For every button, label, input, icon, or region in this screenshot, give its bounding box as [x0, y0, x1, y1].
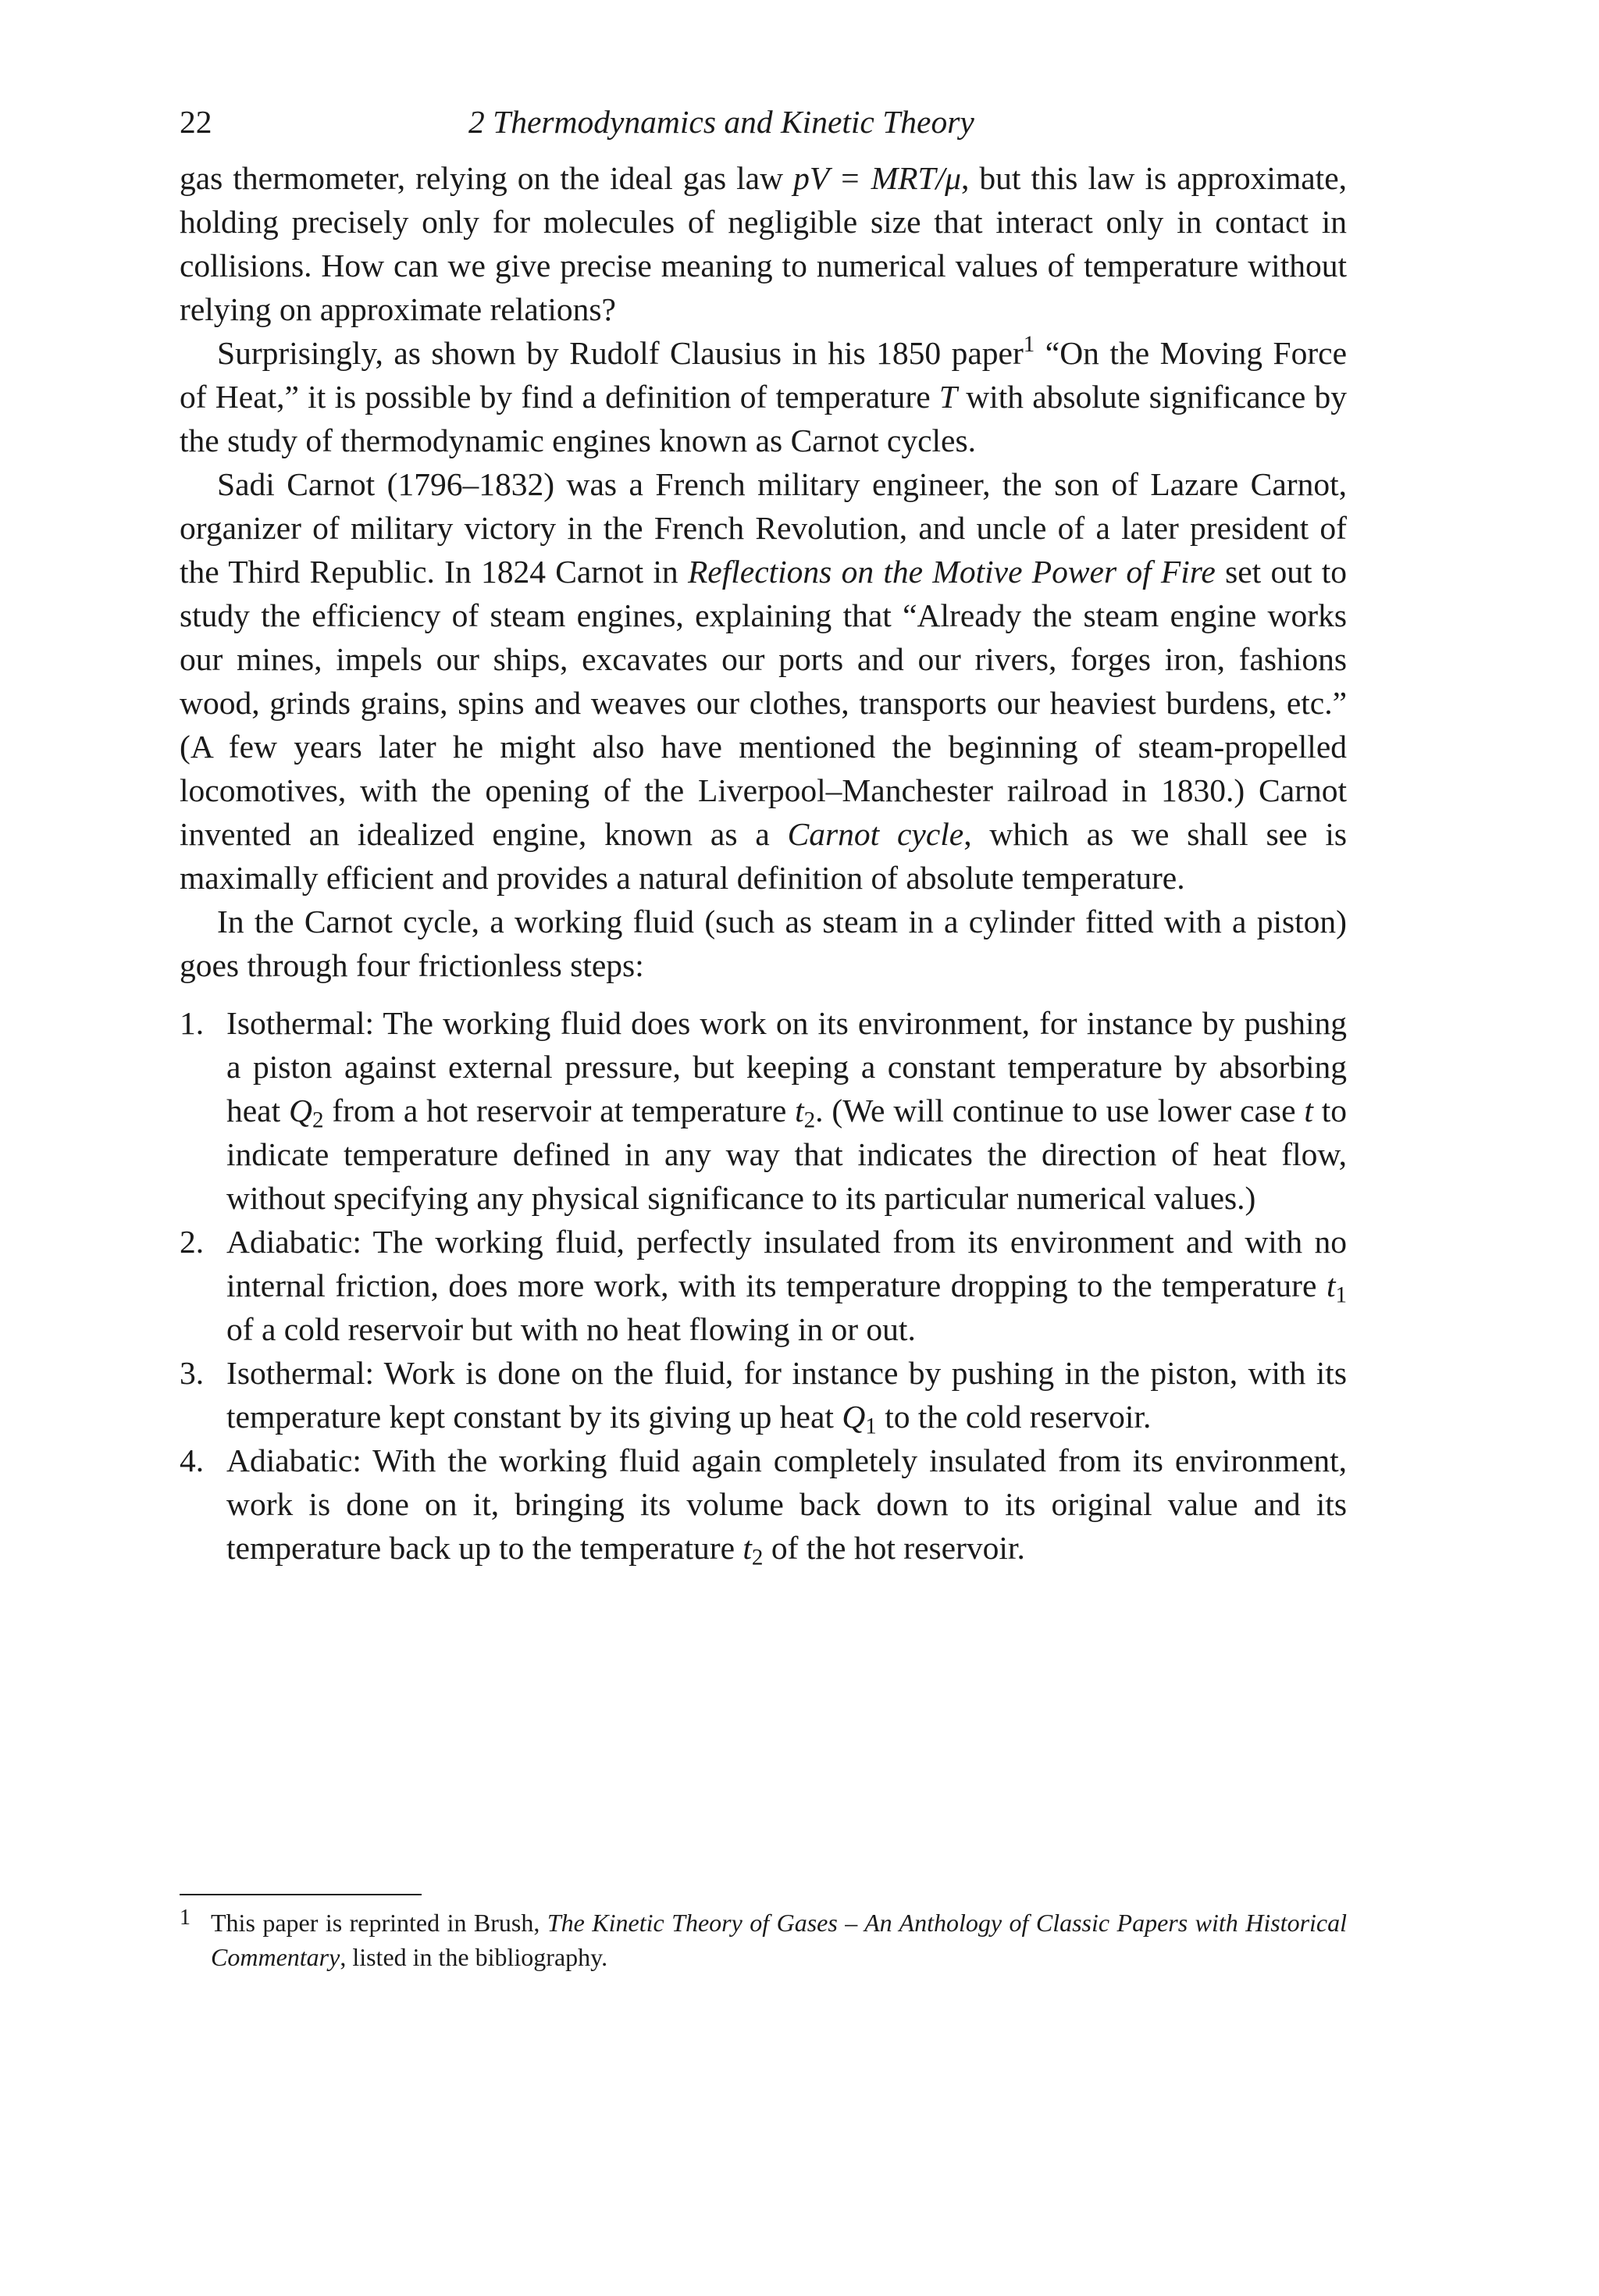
footnote-mark: 1 [180, 1906, 191, 1930]
book-title: Reflections on the Motive Power of Fire [687, 554, 1216, 590]
paragraph-1: gas thermometer, relying on the ideal gas law pV = MRT/μ, but this law is approximate, holding precisely only for molecules of negligible size that interact only in contact in collisions. How can we give precise meaning to numerical values of temperature without relying on approximate relations? [180, 160, 1347, 327]
page-header [180, 94, 1347, 156]
list-item: 2. Adiabatic: The working fluid, perfectly insulated from its environment and with no internal friction, does more work, with its temperature dropping to the temperature $t_1$ of a cold reservoir but with no heat flowing in or out. [180, 1224, 1347, 1347]
list-item: 4. Adiabatic: With the working fluid again completely insulated from its environment, work is done on it, bringing its volume back down to its original value and its temperature back up to the temperature $t_2$ of the hot reservoir. [180, 1442, 1347, 1570]
cited-book-title: The Kinetic Theory of Gases – An Anthology of Classic Papers with Historical Commentary [211, 1909, 1347, 1971]
main-text [180, 156, 1347, 1570]
page-number: 22 [180, 104, 212, 140]
page-body [180, 94, 1347, 1570]
footnote [180, 1906, 1347, 1974]
carnot-steps-list [180, 1001, 1347, 1570]
gas-law-formula: pV = MRT/μ [793, 160, 961, 196]
footnote-divider [180, 1894, 422, 1895]
list-item: 1. Isothermal: The working fluid does work on its environment, for instance by pushing a piston against external pressure, but keeping a constant temperature by absorbing heat $Q_2$ from a hot reservoir at temperature $t_2$. (We will continue to use lower case t to indicate temperature defined in any way that indicates the direction of heat flow, without specifying any physical significance to its particular numerical values.) [180, 1005, 1347, 1216]
list-item: 3. Isothermal: Work is done on the fluid, for instance by pushing in the piston, with its temperature kept constant by its giving up heat $Q_1$ to the cold reservoir. [180, 1355, 1347, 1439]
footnote-text: This paper is reprinted in Brush, The Kinetic Theory of Gases – An Anthology of Classic Papers with Historical Commentary, listed in the bibliography. [211, 1909, 1347, 1971]
paragraph-3: Sadi Carnot (1796–1832) was a French military engineer, the son of Lazare Carnot, organizer of military victory in the French Revolution, and uncle of a later president of the Third Republic. In 1824 Carnot in Reflections on the Motive Power of Fire set out to study the efficiency of steam engines, explaining that “Already the steam engine works our mines, impels our ships, excavates our ports and our rivers, forges iron, fashions wood, grinds grains, spins and weaves our clothes, transports our heaviest burdens, etc.” (A few years later he might also have mentioned the beginning of steam-propelled locomotives, with the opening of the Liverpool–Manchester railroad in 1830.) Carnot invented an idealized engine, known as a Carnot cycle, which as we shall see is maximally efficient and provides a natural definition of absolute temperature. [180, 466, 1348, 896]
paragraph-4: In the Carnot cycle, a working fluid (such as steam in a cylinder fitted with a piston) goes through four frictionless steps: [180, 904, 1347, 983]
running-head: 2 Thermodynamics and Kinetic Theory [468, 104, 974, 140]
carnot-cycle-term: Carnot cycle [787, 816, 964, 852]
footnote-ref: 1 [1023, 332, 1035, 358]
paragraph-2: Surprisingly, as shown by Rudolf Clausius in his 1850 paper$^1$ “On the Moving Force of Heat,” it is possible by find a definition of temperature T with absolute significance by the study of thermodynamic engines known as Carnot cycles. [180, 332, 1347, 458]
